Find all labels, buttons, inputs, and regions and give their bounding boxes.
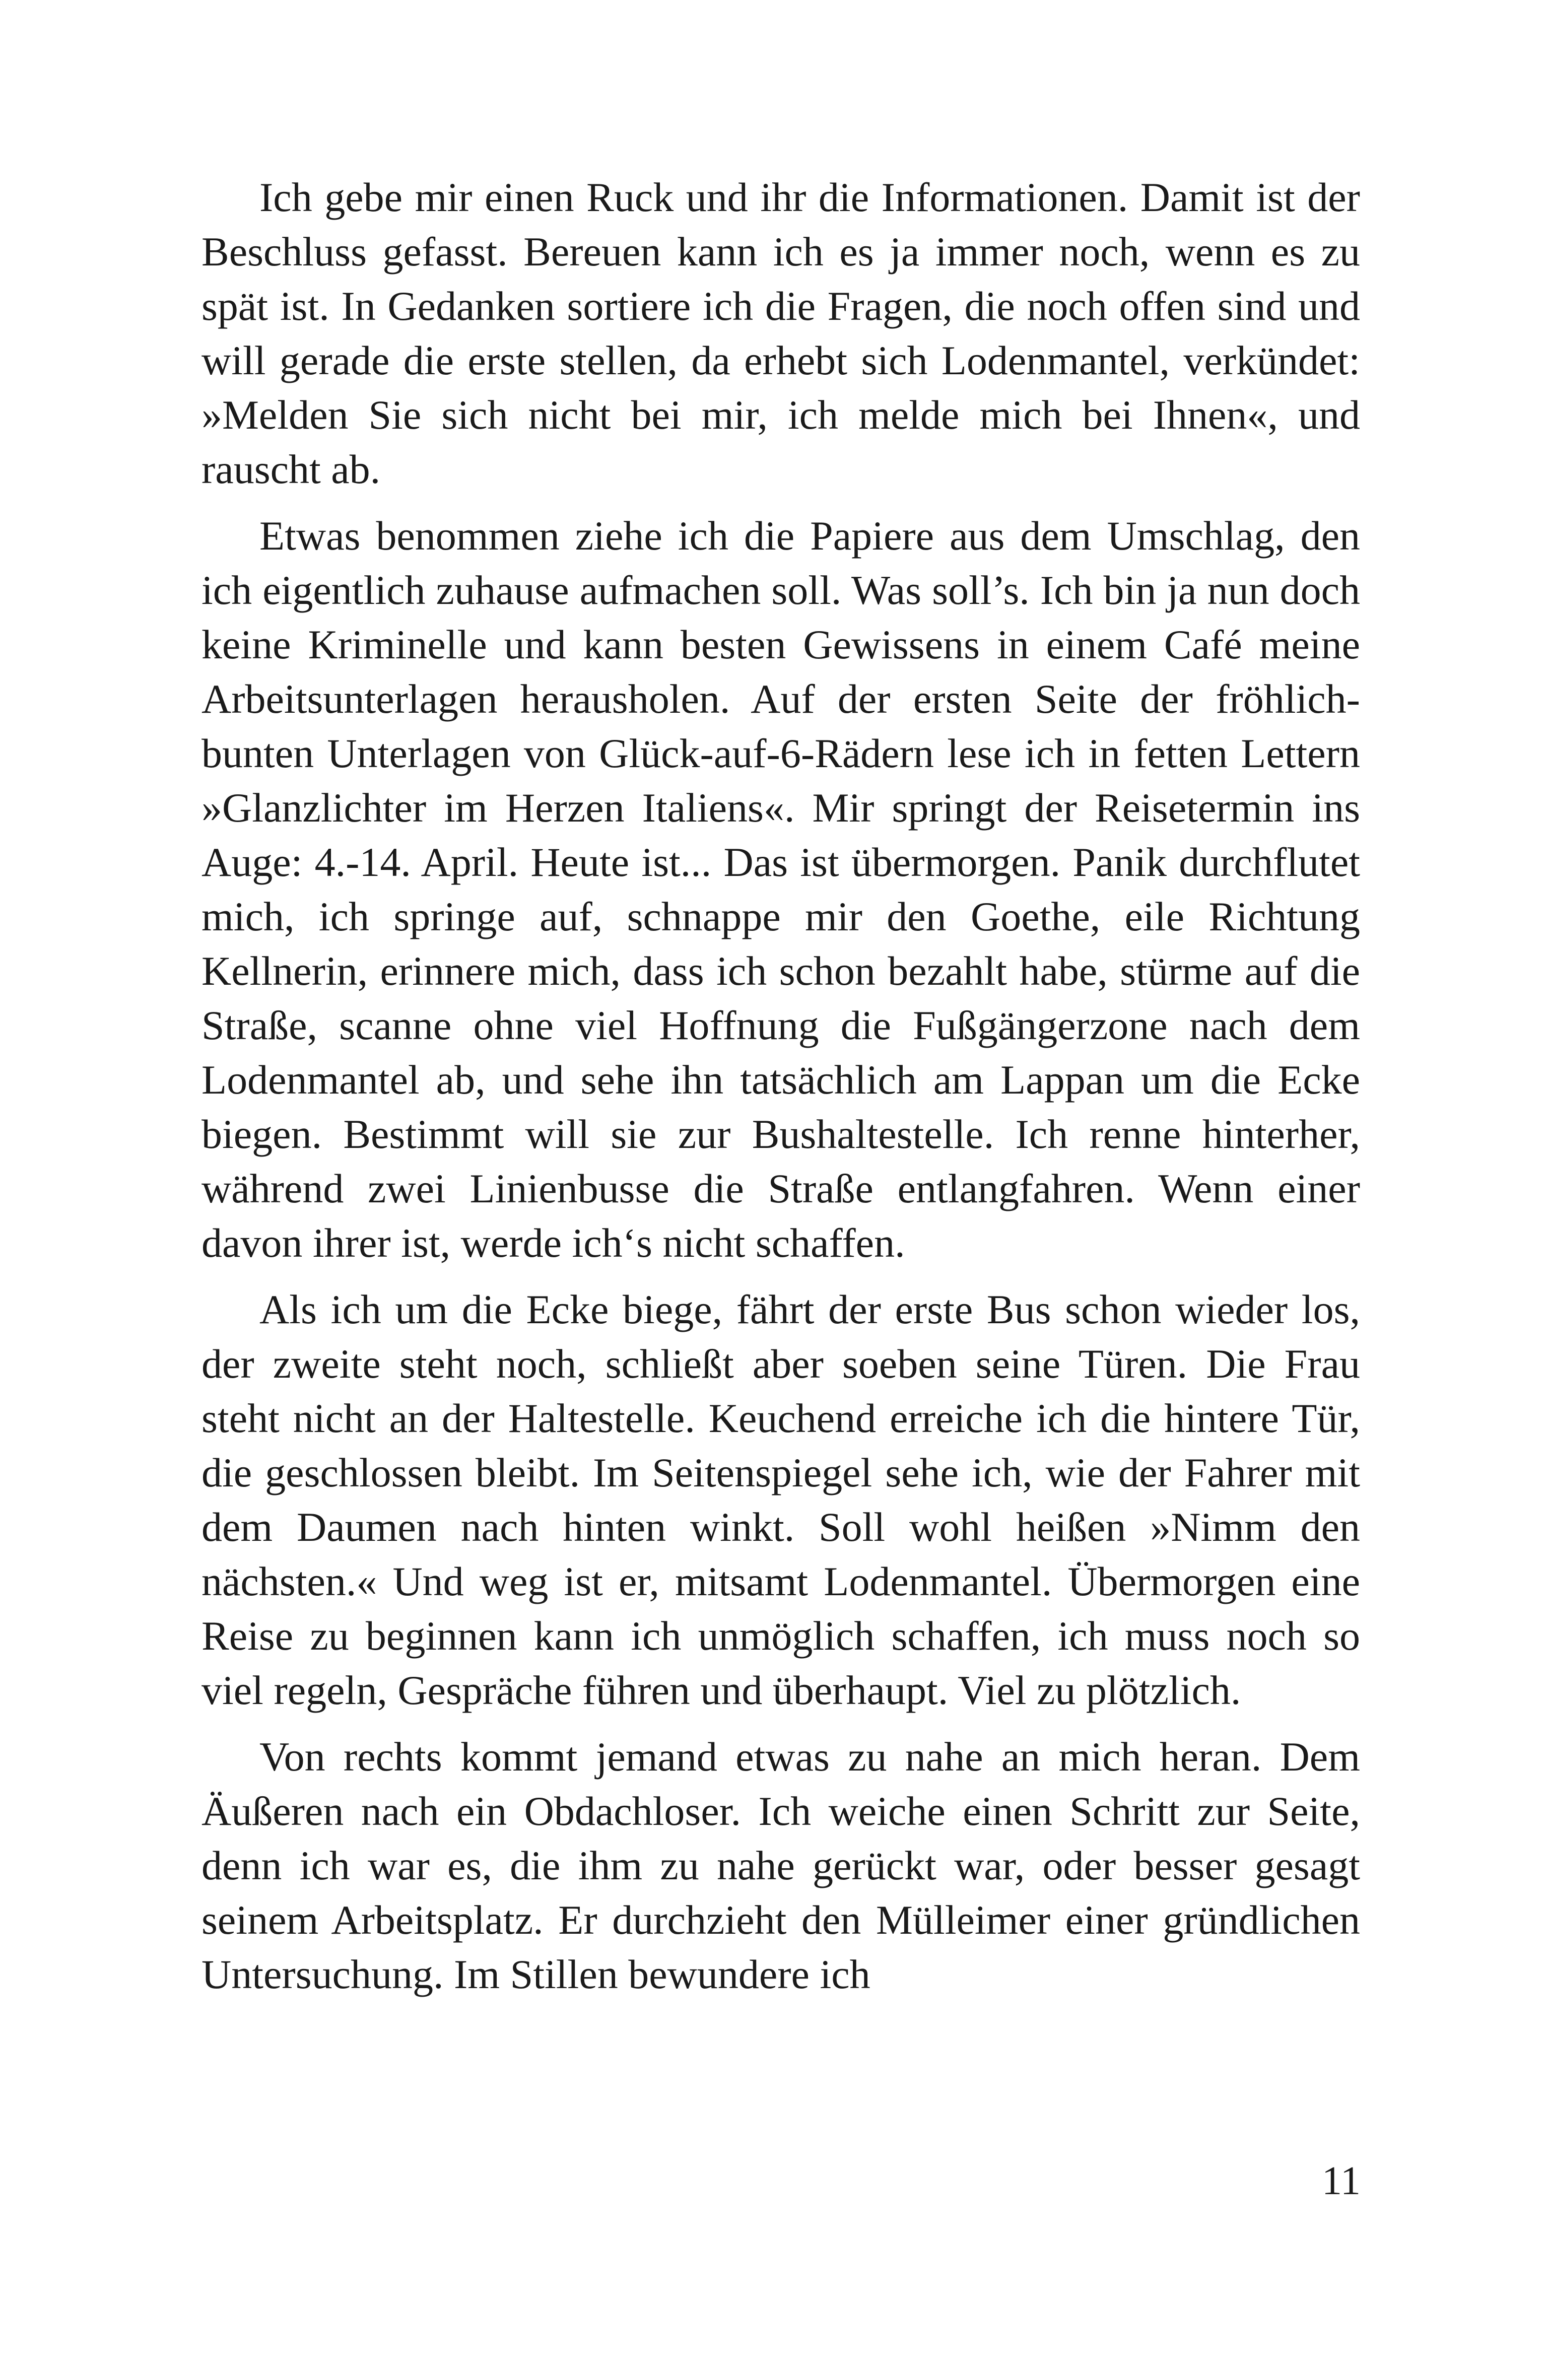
page-number: 11 [1321,2159,1361,2203]
paragraph-3: Als ich um die Ecke biege, fährt der erste Bus schon wieder los, der zweite steht noch, schließt aber soeben seine Türen. Die Frau steht nicht an der Haltestelle. Keuchend erreiche ich die hintere Tür, die geschlossen bleibt. Im Seitenspiegel sehe ich, wie der Fahrer mit dem Daumen nach hinten winkt. Soll wohl heißen »Nimm den nächsten.« Und weg ist er, mitsamt Lodenmantel. Übermorgen eine Reise zu beginnen kann ich unmöglich schaffen, ich muss noch so viel regeln, Gespräche führen und überhaupt. Viel zu plötzlich. [201,1286,1360,1713]
paragraph-4: Von rechts kommt jemand etwas zu nahe an mich heran. Dem Äußeren nach ein Obdachloser. Ich weiche einen Schritt zur Seite, denn ich war es, die ihm zu nahe gerückt war, oder besser gesagt seinem Arbeitsplatz. Er durchzieht den Mülleimer einer gründlichen Untersuchung. Im Stillen bewundere ich [201,1734,1360,1997]
paragraph-2: Etwas benommen ziehe ich die Papiere aus dem Umschlag, den ich eigentlich zuhause aufmachen soll. Was soll’s. Ich bin ja nun doch keine Kriminelle und kann besten Gewissens in einem Café meine Arbeitsunterlagen herausholen. Auf der ersten Seite der fröhlich-bunten Unterlagen von Glück-auf-6-Rädern lese ich in fetten Lettern »Glanzlichter im Herzen Italiens«. Mir springt der Reisetermin ins Auge: 4.-14. April. Heute ist... Das ist übermorgen. Panik durchflutet mich, ich springe auf, schnappe mir den Goethe, eile Richtung Kellnerin, erinnere mich, dass ich schon bezahlt habe, stürme auf die Straße, scanne ohne viel Hoffnung die Fußgängerzone nach dem Lodenmantel ab, und sehe ihn tatsächlich am Lappan um die Ecke biegen. Bestimmt will sie zur Bushaltestelle. Ich renne hinterher, während zwei Linienbusse die Straße entlangfahren. Wenn einer davon ihrer ist, werde ich‘s nicht schaffen. [201,513,1360,1266]
paragraph-1: Ich gebe mir einen Ruck und ihr die Informationen. Damit ist der Beschluss gefasst. Bereuen kann ich es ja immer noch, wenn es zu spät ist. In Gedanken sortiere ich die Fragen, die noch offen sind und will gerade die erste stellen, da erhebt sich Lodenmantel, verkündet: »Melden Sie sich nicht bei mir, ich melde mich bei Ihnen«, und rauscht ab. [201,174,1360,492]
body-text [201,170,1360,2014]
